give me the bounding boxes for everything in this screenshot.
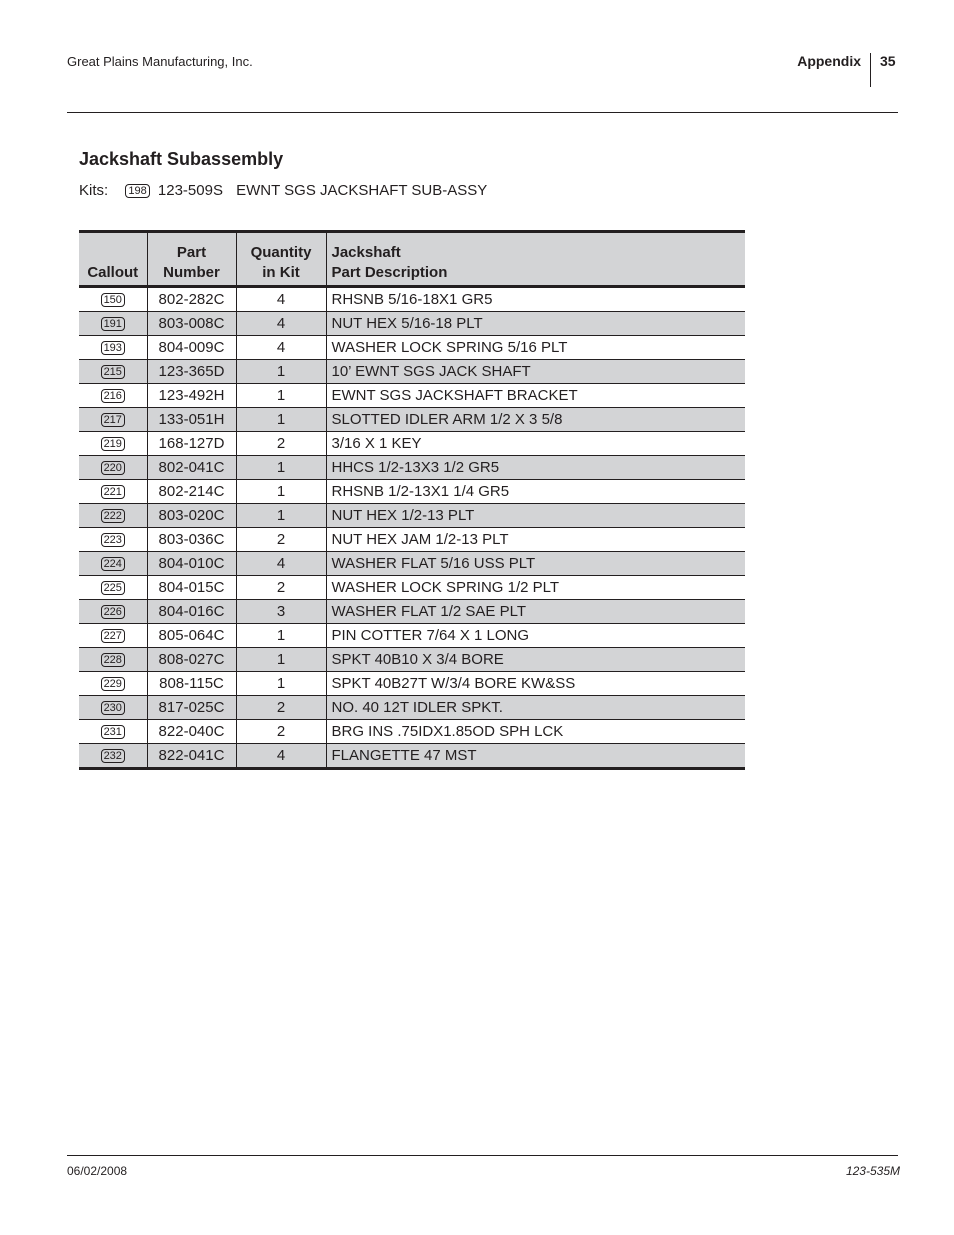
header-description-line2: Part Description (331, 264, 448, 281)
header-description (326, 232, 745, 287)
parts-table-header (79, 232, 745, 287)
cell-quantity: 1 (236, 360, 326, 384)
cell-description: FLANGETTE 47 MST (326, 744, 745, 769)
cell-quantity: 4 (236, 336, 326, 360)
cell-description: WASHER FLAT 1/2 SAE PLT (326, 600, 745, 624)
cell-quantity: 1 (236, 624, 326, 648)
callout-badge: 227 (101, 629, 125, 643)
cell-description: EWNT SGS JACKSHAFT BRACKET (326, 384, 745, 408)
table-row (79, 720, 745, 744)
callout-badge: 193 (101, 341, 125, 355)
cell-callout (79, 528, 147, 552)
cell-part-number: 133-051H (147, 408, 236, 432)
table-row (79, 408, 745, 432)
cell-description: WASHER FLAT 5/16 USS PLT (326, 552, 745, 576)
cell-quantity: 2 (236, 432, 326, 456)
callout-badge: 223 (101, 533, 125, 547)
cell-quantity: 1 (236, 648, 326, 672)
cell-description: WASHER LOCK SPRING 1/2 PLT (326, 576, 745, 600)
section-name: Appendix (797, 53, 861, 69)
cell-description: NO. 40 12T IDLER SPKT. (326, 696, 745, 720)
cell-quantity: 2 (236, 576, 326, 600)
cell-callout (79, 408, 147, 432)
callout-badge: 217 (101, 413, 125, 427)
cell-description: 10’ EWNT SGS JACK SHAFT (326, 360, 745, 384)
cell-part-number: 803-036C (147, 528, 236, 552)
header-quantity-line1: Quantity (250, 244, 312, 261)
header-callout (79, 232, 147, 287)
cell-callout (79, 432, 147, 456)
cell-quantity: 4 (236, 552, 326, 576)
cell-callout (79, 648, 147, 672)
kit-part-number: 123-509S (157, 182, 223, 199)
callout-badge: 232 (101, 749, 125, 763)
table-row (79, 624, 745, 648)
cell-description: HHCS 1/2-13X3 1/2 GR5 (326, 456, 745, 480)
cell-quantity: 1 (236, 384, 326, 408)
header-part-number (147, 232, 236, 287)
cell-part-number: 803-008C (147, 312, 236, 336)
table-row (79, 287, 745, 312)
cell-quantity: 4 (236, 287, 326, 312)
table-row (79, 432, 745, 456)
cell-quantity: 1 (236, 672, 326, 696)
cell-quantity: 2 (236, 720, 326, 744)
table-row (79, 696, 745, 720)
table-row (79, 504, 745, 528)
table-row (79, 384, 745, 408)
callout-badge: 228 (101, 653, 125, 667)
section-title: Jackshaft Subassembly (79, 149, 284, 169)
cell-callout (79, 312, 147, 336)
cell-callout (79, 504, 147, 528)
callout-badge: 191 (101, 317, 125, 331)
cell-quantity: 4 (236, 744, 326, 769)
cell-callout (79, 336, 147, 360)
header-quantity (236, 232, 326, 287)
callout-badge: 221 (101, 485, 125, 499)
header-callout-label: Callout (87, 264, 139, 281)
kits-line (79, 182, 487, 199)
parts-table (79, 230, 745, 770)
footer-rule (67, 1155, 898, 1156)
cell-part-number: 808-115C (147, 672, 236, 696)
table-row (79, 480, 745, 504)
cell-callout (79, 624, 147, 648)
header-divider (870, 53, 871, 87)
cell-part-number: 822-040C (147, 720, 236, 744)
cell-description: NUT HEX JAM 1/2-13 PLT (326, 528, 745, 552)
header-part-number-line1: Part (176, 244, 207, 261)
table-row (79, 744, 745, 769)
cell-description: NUT HEX 5/16-18 PLT (326, 312, 745, 336)
page-number: 35 (880, 53, 896, 69)
table-row (79, 648, 745, 672)
kit-callout-badge: 198 (125, 184, 149, 198)
cell-part-number: 168-127D (147, 432, 236, 456)
kits-label: Kits: (79, 182, 109, 199)
cell-part-number: 804-016C (147, 600, 236, 624)
cell-callout (79, 287, 147, 312)
header-quantity-line2: in Kit (262, 264, 300, 281)
cell-callout (79, 552, 147, 576)
callout-badge: 224 (101, 557, 125, 571)
cell-quantity: 3 (236, 600, 326, 624)
cell-part-number: 802-041C (147, 456, 236, 480)
cell-description: RHSNB 5/16-18X1 GR5 (326, 287, 745, 312)
cell-description: 3/16 X 1 KEY (326, 432, 745, 456)
table-row (79, 576, 745, 600)
cell-callout (79, 360, 147, 384)
cell-quantity: 1 (236, 408, 326, 432)
cell-callout (79, 576, 147, 600)
cell-part-number: 803-020C (147, 504, 236, 528)
callout-badge: 150 (101, 293, 125, 307)
callout-badge: 230 (101, 701, 125, 715)
cell-description: PIN COTTER 7/64 X 1 LONG (326, 624, 745, 648)
parts-table-body (79, 287, 745, 769)
cell-callout (79, 600, 147, 624)
cell-quantity: 2 (236, 528, 326, 552)
cell-callout (79, 744, 147, 769)
cell-description: WASHER LOCK SPRING 5/16 PLT (326, 336, 745, 360)
cell-quantity: 4 (236, 312, 326, 336)
callout-badge: 231 (101, 725, 125, 739)
table-row (79, 456, 745, 480)
cell-quantity: 1 (236, 480, 326, 504)
table-row (79, 672, 745, 696)
cell-part-number: 802-214C (147, 480, 236, 504)
table-row (79, 600, 745, 624)
callout-badge: 229 (101, 677, 125, 691)
cell-callout (79, 720, 147, 744)
cell-callout (79, 696, 147, 720)
cell-callout (79, 672, 147, 696)
callout-badge: 219 (101, 437, 125, 451)
cell-callout (79, 456, 147, 480)
callout-badge: 225 (101, 581, 125, 595)
cell-part-number: 804-015C (147, 576, 236, 600)
callout-badge: 226 (101, 605, 125, 619)
cell-part-number: 123-365D (147, 360, 236, 384)
cell-part-number: 805-064C (147, 624, 236, 648)
company-name: Great Plains Manufacturing, Inc. (67, 54, 253, 69)
table-row (79, 360, 745, 384)
cell-description: NUT HEX 1/2-13 PLT (326, 504, 745, 528)
header-part-number-line2: Number (163, 264, 220, 281)
footer-date: 06/02/2008 (67, 1164, 128, 1178)
cell-description: BRG INS .75IDX1.85OD SPH LCK (326, 720, 745, 744)
cell-description: SLOTTED IDLER ARM 1/2 X 3 5/8 (326, 408, 745, 432)
callout-badge: 216 (101, 389, 125, 403)
cell-part-number: 804-010C (147, 552, 236, 576)
callout-badge: 215 (101, 365, 125, 379)
cell-quantity: 1 (236, 456, 326, 480)
kit-description: EWNT SGS JACKSHAFT SUB-ASSY (236, 182, 488, 199)
callout-badge: 220 (101, 461, 125, 475)
callout-badge: 222 (101, 509, 125, 523)
cell-part-number: 822-041C (147, 744, 236, 769)
table-row (79, 528, 745, 552)
cell-part-number: 804-009C (147, 336, 236, 360)
footer-doc-number: 123-535M (845, 1164, 900, 1178)
cell-callout (79, 384, 147, 408)
table-row (79, 312, 745, 336)
cell-description: SPKT 40B27T W/3/4 BORE KW&SS (326, 672, 745, 696)
cell-callout (79, 480, 147, 504)
cell-part-number: 802-282C (147, 287, 236, 312)
header-rule (67, 112, 898, 113)
table-row (79, 552, 745, 576)
cell-description: RHSNB 1/2-13X1 1/4 GR5 (326, 480, 745, 504)
table-row (79, 336, 745, 360)
cell-quantity: 2 (236, 696, 326, 720)
header-description-line1: Jackshaft (331, 244, 401, 261)
cell-part-number: 817-025C (147, 696, 236, 720)
cell-part-number: 123-492H (147, 384, 236, 408)
cell-part-number: 808-027C (147, 648, 236, 672)
cell-quantity: 1 (236, 504, 326, 528)
cell-description: SPKT 40B10 X 3/4 BORE (326, 648, 745, 672)
